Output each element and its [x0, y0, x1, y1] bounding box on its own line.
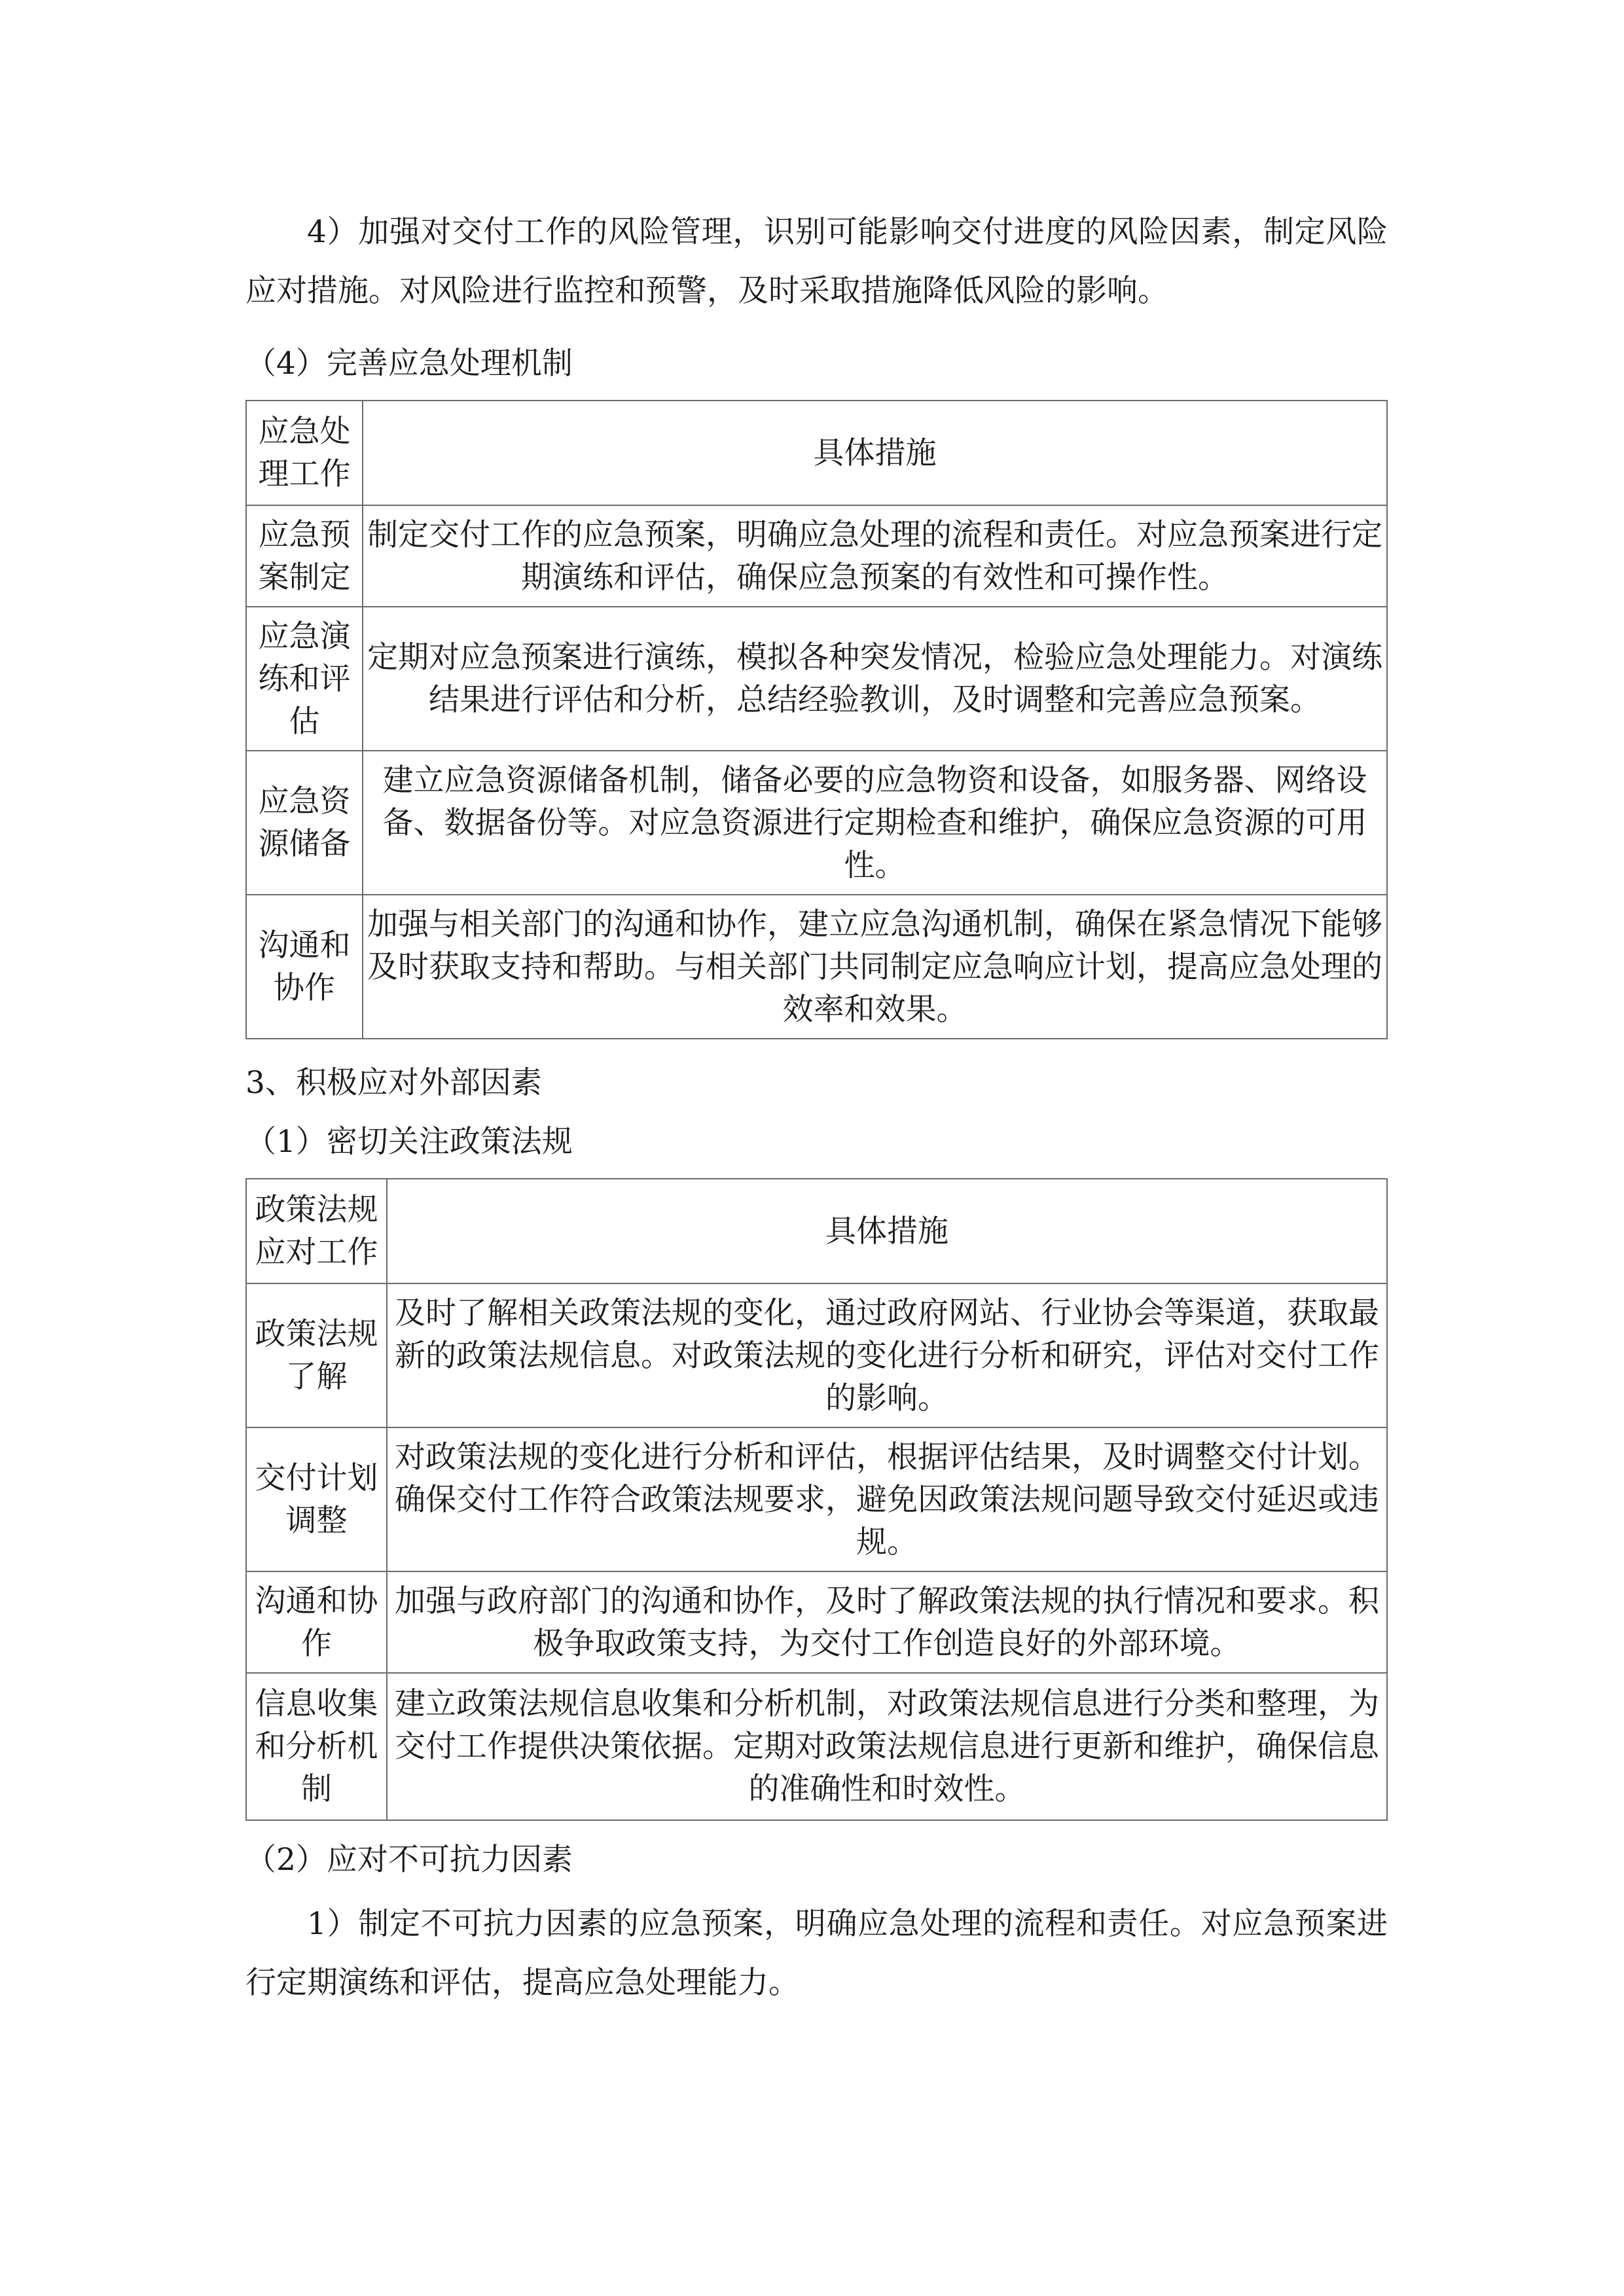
header-cell-measures: 具体措施 [363, 401, 1387, 505]
table-emergency-handling [245, 400, 1388, 1039]
row-text: 加强与政府部门的沟通和协作，及时了解政策法规的执行情况和要求。积极争取政策支持，为交付工作创造良好的外部环境。 [387, 1571, 1387, 1673]
row-text: 定期对应急预案进行演练，模拟各种突发情况，检验应急处理能力。对演练结果进行评估和分析，总结经验教训，及时调整和完善应急预案。 [363, 607, 1387, 751]
table-row [246, 751, 1387, 895]
paragraph-force-majeure-plan: 1）制定不可抗力因素的应急预案，明确应急处理的流程和责任。对应急预案进行定期演练和评估，提高应急处理能力。 [245, 1906, 1388, 2001]
row-text: 建立应急资源储备机制，储备必要的应急物资和设备，如服务器、网络设备、数据备份等。对应急资源进行定期检查和维护，确保应急资源的可用性。 [363, 751, 1387, 895]
row-text: 及时了解相关政策法规的变化，通过政府网站、行业协会等渠道，获取最新的政策法规信息。对政策法规的变化进行分析和研究，评估对交付工作的影响。 [387, 1283, 1387, 1427]
row-label: 应急演练和评估 [246, 607, 363, 751]
row-label: 政策法规了解 [246, 1283, 387, 1427]
heading-external-factors: 3、积极应对外部因素 [245, 1065, 542, 1101]
table-row [246, 1673, 1387, 1820]
row-text: 对政策法规的变化进行分析和评估，根据评估结果，及时调整交付计划。确保交付工作符合政策法规要求，避免因政策法规问题导致交付延迟或违规。 [387, 1427, 1387, 1571]
row-text: 加强与相关部门的沟通和协作，建立应急沟通机制，确保在紧急情况下能够及时获取支持和帮助。与相关部门共同制定应急响应计划，提高应急处理的效率和效果。 [363, 895, 1387, 1039]
row-label: 交付计划调整 [246, 1427, 387, 1571]
heading-force-majeure: （2）应对不可抗力因素 [245, 1842, 573, 1878]
row-label: 信息收集和分析机制 [246, 1673, 387, 1820]
table-row [246, 505, 1387, 607]
header-cell-work: 政策法规应对工作 [246, 1179, 387, 1283]
row-label: 应急预案制定 [246, 505, 363, 607]
row-label: 沟通和协作 [246, 895, 363, 1039]
table-row [246, 1427, 1387, 1571]
table-row [246, 895, 1387, 1039]
table-policy-response [245, 1178, 1388, 1821]
table-header-row [246, 401, 1387, 505]
paragraph-risk-management: 4）加强对交付工作的风险管理，识别可能影响交付进度的风险因素，制定风险应对措施。对风险进行监控和预警，及时采取措施降低风险的影响。 [245, 214, 1388, 309]
row-text: 建立政策法规信息收集和分析机制，对政策法规信息进行分类和整理，为交付工作提供决策依据。定期对政策法规信息进行更新和维护，确保信息的准确性和时效性。 [387, 1673, 1387, 1820]
header-cell-measures: 具体措施 [387, 1179, 1387, 1283]
header-cell-work: 应急处理工作 [246, 401, 363, 505]
row-label: 沟通和协作 [246, 1571, 387, 1673]
row-label: 应急资源储备 [246, 751, 363, 895]
table-row [246, 1571, 1387, 1673]
heading-policy-regulations: （1）密切关注政策法规 [245, 1124, 573, 1160]
table-header-row [246, 1179, 1387, 1283]
table-row [246, 1283, 1387, 1427]
heading-emergency-mechanism: （4）完善应急处理机制 [245, 346, 573, 382]
row-text: 制定交付工作的应急预案，明确应急处理的流程和责任。对应急预案进行定期演练和评估，确保应急预案的有效性和可操作性。 [363, 505, 1387, 607]
table-row [246, 607, 1387, 751]
